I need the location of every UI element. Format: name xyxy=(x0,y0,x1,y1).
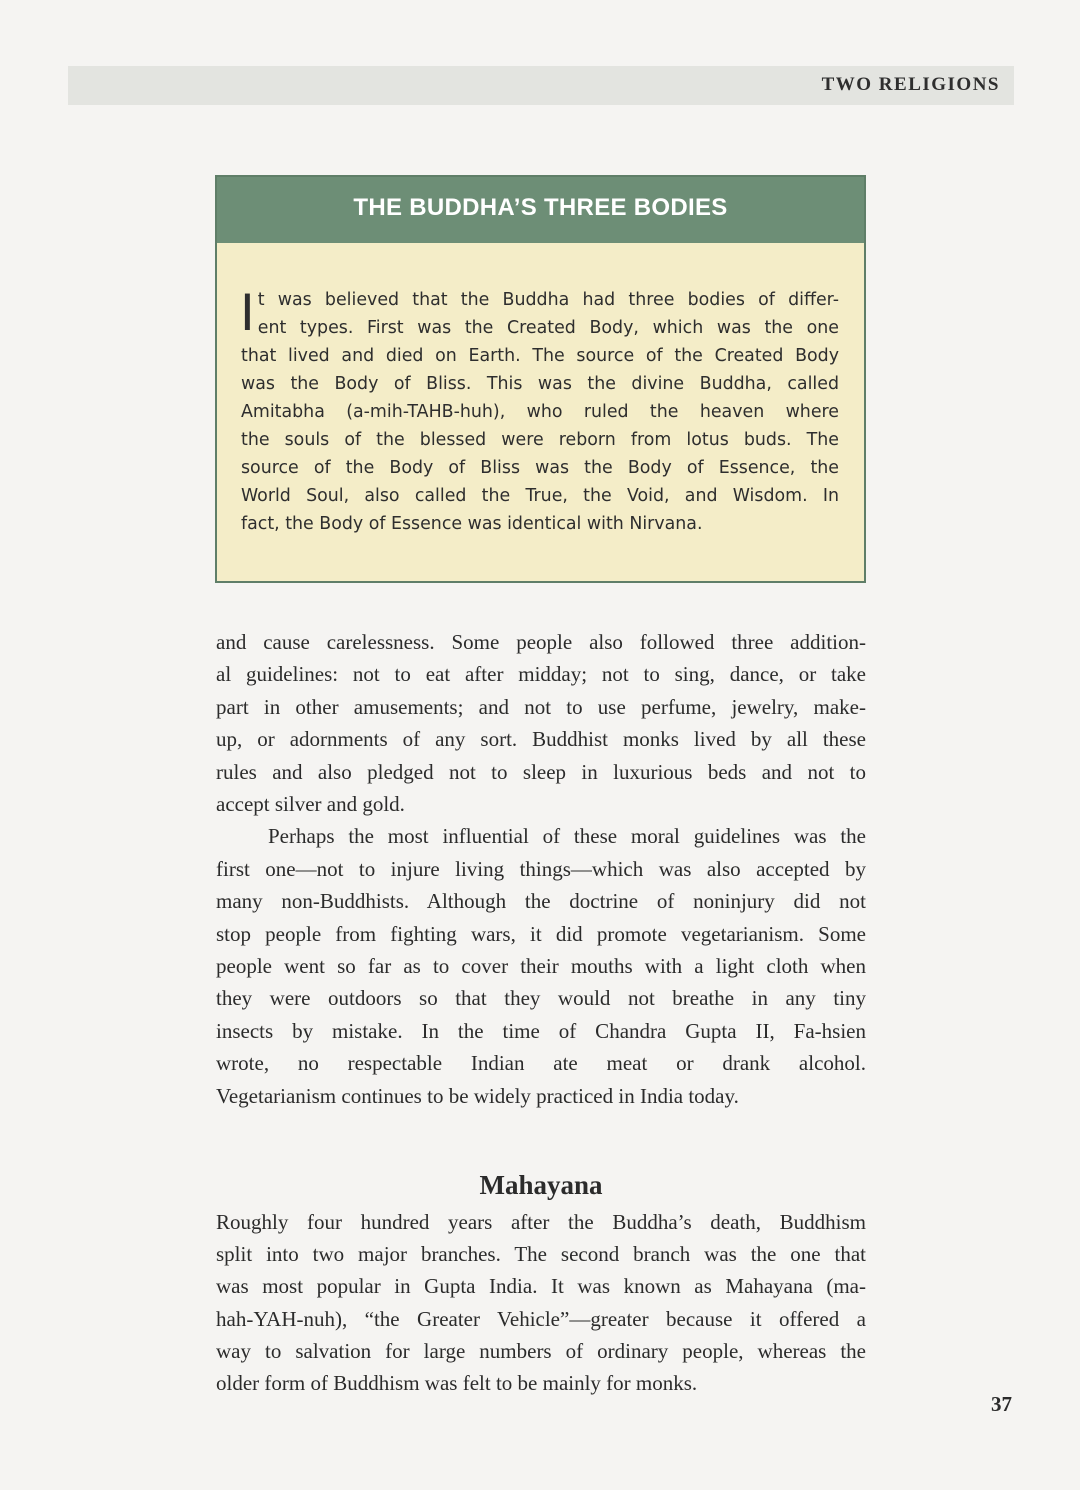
sidebar-text xyxy=(241,286,839,538)
section-heading: Mahayana xyxy=(479,1170,603,1200)
text-line: split into two major branches. The second branch was the one that xyxy=(216,1242,866,1267)
text-line: insects by mistake. In the time of Chandra Gupta II, Fa-hsien xyxy=(216,1018,866,1043)
text-line: was most popular in Gupta India. It was known as Mahayana (ma- xyxy=(216,1274,866,1299)
text-line: stop people from fighting wars, it did promote vegetarianism. Some xyxy=(216,921,866,946)
sidebar-line: that lived and died on Earth. The source of the Created Body xyxy=(241,346,839,366)
text-line: older form of Buddhism was felt to be mainly for monks. xyxy=(216,1371,698,1396)
sidebar-line: was the Body of Bliss. This was the divine Buddha, called xyxy=(241,374,839,394)
text-line: and cause carelessness. Some people also followed three addition- xyxy=(216,630,866,654)
sidebar-line: World Soul, also called the True, the Void, and Wisdom. In xyxy=(241,486,839,506)
drop-cap: I xyxy=(240,284,255,342)
text-line: hah-YAH-nuh), “the Greater Vehicle”—greater because it offered a xyxy=(216,1306,866,1331)
text-line: many non-Buddhists. Although the doctrine of noninjury did not xyxy=(216,889,866,914)
text-line: Perhaps the most influential of these moral guidelines was the xyxy=(268,824,866,849)
text-line: people went so far as to cover their mouths with a light cloth when xyxy=(216,954,866,979)
text-line: accept silver and gold. xyxy=(216,792,405,817)
paragraph xyxy=(216,626,866,820)
sidebar-line: Amitabha (a-mih-TAHB-huh), who ruled the heaven where xyxy=(241,402,839,422)
running-head: TWO RELIGIONS xyxy=(821,74,1000,95)
page-number: 37 xyxy=(991,1392,1012,1416)
paragraph xyxy=(216,820,866,1112)
sidebar-line: t was believed that the Buddha had three bodies of differ- xyxy=(257,290,839,310)
sidebar-line: source of the Body of Bliss was the Body of Essence, the xyxy=(241,458,839,478)
text-line: way to salvation for large numbers of ordinary people, whereas the xyxy=(216,1338,866,1363)
text-line: part in other amusements; and not to use perfume, jewelry, make- xyxy=(216,694,866,719)
sidebar-title: THE BUDDHA’S THREE BODIES xyxy=(353,194,728,221)
sidebar-header xyxy=(217,177,864,243)
section-text xyxy=(216,1206,866,1399)
running-head-bar xyxy=(68,66,1014,105)
text-line: first one—not to injure living things—which was also accepted by xyxy=(216,856,866,881)
text-line: they were outdoors so that they would not breathe in any tiny xyxy=(216,986,866,1011)
text-line: al guidelines: not to eat after midday; not to sing, dance, or take xyxy=(216,662,866,687)
text-line: Roughly four hundred years after the Buddha’s death, Buddhism xyxy=(216,1210,866,1234)
sidebar-line: the souls of the blessed were reborn from lotus buds. The xyxy=(241,430,839,450)
body-text xyxy=(216,626,866,1112)
sidebar-line: fact, the Body of Essence was identical with Nirvana. xyxy=(241,514,703,534)
text-line: up, or adornments of any sort. Buddhist monks lived by all these xyxy=(216,727,866,752)
text-line: Vegetarianism continues to be widely practiced in India today. xyxy=(216,1083,739,1108)
sidebar-line: ent types. First was the Created Body, which was the one xyxy=(257,318,839,338)
text-line: wrote, no respectable Indian ate meat or drank alcohol. xyxy=(216,1051,866,1076)
text-line: rules and also pledged not to sleep in luxurious beds and not to xyxy=(216,759,866,784)
